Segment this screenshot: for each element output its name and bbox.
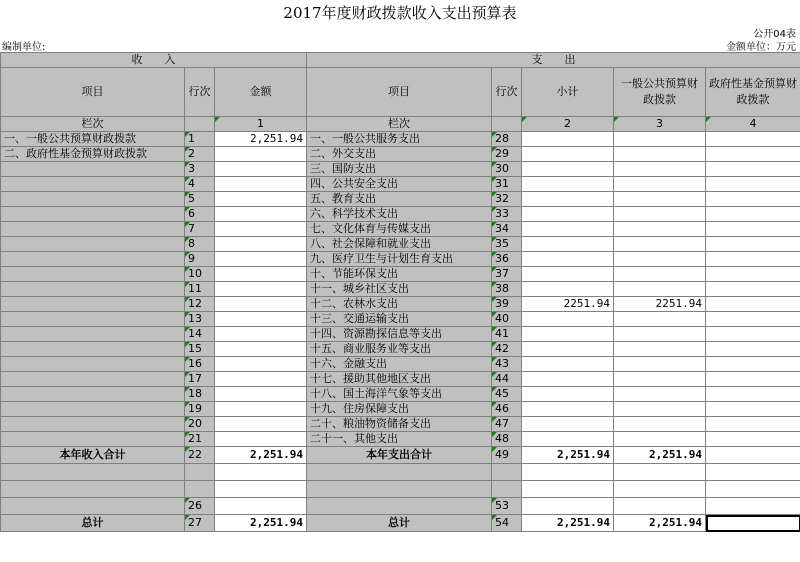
header-item[interactable]: 项目 <box>1 68 185 117</box>
table-row <box>1 387 800 402</box>
table-row <box>1 192 800 207</box>
income-item-cell[interactable] <box>1 417 185 432</box>
income-item-cell[interactable] <box>1 432 185 447</box>
subtotal-cell[interactable] <box>522 417 614 432</box>
income-row-no-cell[interactable]: 20 <box>185 417 215 432</box>
income-item-cell[interactable]: 二、政府性基金预算财政拨款 <box>1 147 185 162</box>
table-row <box>1 432 800 447</box>
income-amount-cell[interactable] <box>215 342 307 357</box>
subtotal-cell[interactable] <box>522 327 614 342</box>
expense-item-cell[interactable]: 十九、住房保障支出 <box>307 402 492 417</box>
general-budget-cell[interactable] <box>614 177 706 192</box>
expense-row-no-cell[interactable]: 40 <box>492 312 522 327</box>
expense-item-cell[interactable]: 十五、商业服务业等支出 <box>307 342 492 357</box>
general-budget-cell[interactable] <box>614 207 706 222</box>
expense-item-cell[interactable]: 十、节能环保支出 <box>307 267 492 282</box>
income-item-cell[interactable] <box>1 387 185 402</box>
header-subtotal[interactable]: 小计 <box>522 68 614 117</box>
income-item-cell[interactable] <box>1 312 185 327</box>
gov-fund-cell[interactable] <box>706 387 800 402</box>
blank-general[interactable] <box>614 481 706 498</box>
expense-row-no-cell[interactable]: 47 <box>492 417 522 432</box>
header-amount[interactable]: 金额 <box>215 68 307 117</box>
blank-row <box>1 481 800 498</box>
income-row-no-cell[interactable]: 17 <box>185 372 215 387</box>
general-budget-cell[interactable] <box>614 402 706 417</box>
table-row <box>1 402 800 417</box>
income-item-cell[interactable] <box>1 297 185 312</box>
table-row <box>1 282 800 297</box>
income-row-no-cell[interactable]: 8 <box>185 237 215 252</box>
income-total-row-no[interactable]: 22 <box>185 447 215 464</box>
income-amount-cell[interactable] <box>215 417 307 432</box>
income-item-cell[interactable] <box>1 282 185 297</box>
income-row-no-cell[interactable]: 1 <box>185 132 215 147</box>
section-income[interactable]: 收 入 <box>1 53 307 68</box>
subtotal-cell[interactable] <box>522 402 614 417</box>
blank-fund[interactable] <box>706 464 800 481</box>
general-budget-cell[interactable] <box>614 312 706 327</box>
header-item-expense[interactable]: 项目 <box>307 68 492 117</box>
expense-row-no-cell[interactable]: 43 <box>492 357 522 372</box>
income-item-cell[interactable] <box>1 162 185 177</box>
blank-expense-row-no[interactable]: 53 <box>492 498 522 515</box>
income-item-cell[interactable] <box>1 237 185 252</box>
table-row <box>1 207 800 222</box>
blank-expense-row-no[interactable] <box>492 481 522 498</box>
income-row-no-cell[interactable]: 13 <box>185 312 215 327</box>
income-amount-cell[interactable] <box>215 432 307 447</box>
gov-fund-cell[interactable] <box>706 312 800 327</box>
expense-row-no-cell[interactable]: 31 <box>492 177 522 192</box>
expense-item-cell[interactable]: 四、公共安全支出 <box>307 177 492 192</box>
section-expense[interactable]: 支 出 <box>307 53 800 68</box>
gov-fund-cell[interactable] <box>706 132 800 147</box>
general-budget-cell[interactable] <box>614 387 706 402</box>
general-budget-cell[interactable] <box>614 342 706 357</box>
income-row-no-cell[interactable]: 18 <box>185 387 215 402</box>
table-row <box>1 222 800 237</box>
gov-fund-cell[interactable] <box>706 147 800 162</box>
table-row <box>1 312 800 327</box>
income-amount-cell[interactable] <box>215 297 307 312</box>
column-3[interactable]: 3 <box>614 117 706 132</box>
expense-total-row-no[interactable]: 49 <box>492 447 522 464</box>
budget-table <box>0 52 800 532</box>
income-amount-cell[interactable] <box>215 267 307 282</box>
table-row <box>1 147 800 162</box>
income-amount-cell[interactable] <box>215 357 307 372</box>
expense-item-cell[interactable]: 六、科学技术支出 <box>307 207 492 222</box>
income-item-cell[interactable] <box>1 357 185 372</box>
grand-total-subtotal[interactable]: 2,251.94 <box>522 515 614 532</box>
expense-item-cell[interactable]: 五、教育支出 <box>307 192 492 207</box>
income-amount-cell[interactable] <box>215 252 307 267</box>
income-item-cell[interactable] <box>1 267 185 282</box>
income-item-cell[interactable] <box>1 342 185 357</box>
column-1[interactable]: 1 <box>215 117 307 132</box>
grand-total-fund-selected-cell[interactable] <box>706 515 800 532</box>
income-amount-cell[interactable] <box>215 207 307 222</box>
amount-unit: 金额单位：万元 <box>726 42 796 53</box>
expense-item-cell[interactable]: 九、医疗卫生与计划生育支出 <box>307 252 492 267</box>
header-row-no-expense[interactable]: 行次 <box>492 68 522 117</box>
gov-fund-cell[interactable] <box>706 162 800 177</box>
income-amount-cell[interactable] <box>215 147 307 162</box>
gov-fund-cell[interactable] <box>706 192 800 207</box>
income-amount-cell[interactable] <box>215 327 307 342</box>
income-row-no-cell[interactable]: 4 <box>185 177 215 192</box>
blank-expense-row-no[interactable] <box>492 464 522 481</box>
expense-row-no-cell[interactable]: 34 <box>492 222 522 237</box>
income-row-no-cell[interactable]: 3 <box>185 162 215 177</box>
blank-row <box>1 464 800 481</box>
income-item-cell[interactable] <box>1 402 185 417</box>
general-budget-cell[interactable]: 2251.94 <box>614 297 706 312</box>
expense-item-cell[interactable]: 二十一、其他支出 <box>307 432 492 447</box>
income-amount-cell[interactable] <box>215 372 307 387</box>
column-label[interactable]: 栏次 <box>1 117 185 132</box>
income-amount-cell[interactable]: 2,251.94 <box>215 132 307 147</box>
subtotal-cell[interactable] <box>522 282 614 297</box>
expense-total-subtotal[interactable]: 2,251.94 <box>522 447 614 464</box>
expense-item-cell[interactable]: 二、外交支出 <box>307 147 492 162</box>
grand-total-income-label[interactable]: 总计 <box>1 515 185 532</box>
unit-label: 编制单位: <box>2 42 46 53</box>
income-amount-cell[interactable] <box>215 312 307 327</box>
expense-row-no-cell[interactable]: 41 <box>492 327 522 342</box>
blank-fund[interactable] <box>706 481 800 498</box>
gov-fund-cell[interactable] <box>706 237 800 252</box>
gov-fund-cell[interactable] <box>706 222 800 237</box>
grand-total-general[interactable]: 2,251.94 <box>614 515 706 532</box>
subtotal-cell[interactable] <box>522 147 614 162</box>
income-row-no-cell[interactable]: 12 <box>185 297 215 312</box>
expense-item-cell[interactable]: 十六、金融支出 <box>307 357 492 372</box>
table-row <box>1 372 800 387</box>
expense-row-no-cell[interactable]: 37 <box>492 267 522 282</box>
blank-income-row-no[interactable] <box>185 464 215 481</box>
expense-total-general[interactable]: 2,251.94 <box>614 447 706 464</box>
header-row-no[interactable]: 行次 <box>185 68 215 117</box>
income-amount-cell[interactable] <box>215 177 307 192</box>
income-item-cell[interactable] <box>1 252 185 267</box>
report-title: 2017年度财政拨款收入支出预算表 <box>283 4 517 22</box>
table-row <box>1 417 800 432</box>
income-item-cell[interactable] <box>1 192 185 207</box>
expense-row-no-cell[interactable]: 28 <box>492 132 522 147</box>
column-row-no-expense-cell[interactable] <box>492 117 522 132</box>
general-budget-cell[interactable] <box>614 282 706 297</box>
income-item-cell[interactable] <box>1 327 185 342</box>
blank-expense-item[interactable] <box>307 498 492 515</box>
gov-fund-cell[interactable] <box>706 207 800 222</box>
grand-total-row <box>1 515 800 532</box>
blank-expense-item[interactable] <box>307 464 492 481</box>
blank-row <box>1 498 800 515</box>
income-item-cell[interactable] <box>1 222 185 237</box>
general-budget-cell[interactable] <box>614 267 706 282</box>
header-general-budget[interactable]: 一般公共预算财政拨款 <box>614 68 706 117</box>
blank-income-row-no[interactable]: 26 <box>185 498 215 515</box>
header-gov-fund[interactable]: 政府性基金预算财政拨款 <box>706 68 800 117</box>
income-row-no-cell[interactable]: 10 <box>185 267 215 282</box>
subtotal-cell[interactable] <box>522 132 614 147</box>
income-row-no-cell[interactable]: 21 <box>185 432 215 447</box>
expense-row-no-cell[interactable]: 46 <box>492 402 522 417</box>
general-budget-cell[interactable] <box>614 192 706 207</box>
gov-fund-cell[interactable] <box>706 417 800 432</box>
income-amount-cell[interactable] <box>215 387 307 402</box>
subtotal-cell[interactable] <box>522 372 614 387</box>
column-4[interactable]: 4 <box>706 117 800 132</box>
table-row <box>1 252 800 267</box>
blank-income-amount[interactable] <box>215 498 307 515</box>
general-budget-cell[interactable] <box>614 147 706 162</box>
blank-subtotal[interactable] <box>522 498 614 515</box>
gov-fund-cell[interactable] <box>706 432 800 447</box>
column-label-expense[interactable]: 栏次 <box>307 117 492 132</box>
expense-row-no-cell[interactable]: 29 <box>492 147 522 162</box>
expense-item-cell[interactable]: 十八、国土海洋气象等支出 <box>307 387 492 402</box>
expense-item-cell[interactable]: 三、国防支出 <box>307 162 492 177</box>
subtotal-cell[interactable] <box>522 222 614 237</box>
table-row <box>1 327 800 342</box>
general-budget-cell[interactable] <box>614 237 706 252</box>
expense-row-no-cell[interactable]: 36 <box>492 252 522 267</box>
gov-fund-cell[interactable] <box>706 267 800 282</box>
subtotal-cell[interactable] <box>522 432 614 447</box>
expense-row-no-cell[interactable]: 42 <box>492 342 522 357</box>
expense-row-no-cell[interactable]: 32 <box>492 192 522 207</box>
blank-income-row-no[interactable] <box>185 481 215 498</box>
gov-fund-cell[interactable] <box>706 342 800 357</box>
gov-fund-cell[interactable] <box>706 357 800 372</box>
form-code: 公开04表 <box>753 29 796 40</box>
expense-item-cell[interactable]: 十二、农林水支出 <box>307 297 492 312</box>
gov-fund-cell[interactable] <box>706 177 800 192</box>
general-budget-cell[interactable] <box>614 252 706 267</box>
blank-income-item[interactable] <box>1 481 185 498</box>
general-budget-cell[interactable] <box>614 432 706 447</box>
expense-item-cell[interactable]: 十七、援助其他地区支出 <box>307 372 492 387</box>
income-item-cell[interactable] <box>1 207 185 222</box>
expense-item-cell[interactable]: 一、一般公共服务支出 <box>307 132 492 147</box>
column-row-no-cell[interactable] <box>185 117 215 132</box>
expense-row-no-cell[interactable]: 30 <box>492 162 522 177</box>
table-row <box>1 267 800 282</box>
expense-item-cell[interactable]: 八、社会保障和就业支出 <box>307 237 492 252</box>
subtotal-cell[interactable] <box>522 387 614 402</box>
gov-fund-cell[interactable] <box>706 252 800 267</box>
table-row <box>1 132 800 147</box>
income-row-no-cell[interactable]: 7 <box>185 222 215 237</box>
general-budget-cell[interactable] <box>614 357 706 372</box>
general-budget-cell[interactable] <box>614 162 706 177</box>
subtotal-cell[interactable] <box>522 192 614 207</box>
subtotal-cell[interactable] <box>522 312 614 327</box>
income-row-no-cell[interactable]: 5 <box>185 192 215 207</box>
income-amount-cell[interactable] <box>215 402 307 417</box>
income-row-no-cell[interactable]: 19 <box>185 402 215 417</box>
general-budget-cell[interactable] <box>614 222 706 237</box>
grand-total-income-amount[interactable]: 2,251.94 <box>215 515 307 532</box>
column-2[interactable]: 2 <box>522 117 614 132</box>
income-total-amount[interactable]: 2,251.94 <box>215 447 307 464</box>
income-amount-cell[interactable] <box>215 237 307 252</box>
blank-general[interactable] <box>614 464 706 481</box>
income-amount-cell[interactable] <box>215 162 307 177</box>
blank-general[interactable] <box>614 498 706 515</box>
subtotal-cell[interactable] <box>522 207 614 222</box>
general-budget-cell[interactable] <box>614 372 706 387</box>
subtotal-cell[interactable] <box>522 177 614 192</box>
expense-total-fund[interactable] <box>706 447 800 464</box>
income-row-no-cell[interactable]: 16 <box>185 357 215 372</box>
year-total-row <box>1 447 800 464</box>
subtotal-cell[interactable] <box>522 162 614 177</box>
income-row-no-cell[interactable]: 14 <box>185 327 215 342</box>
grand-total-income-row-no[interactable]: 27 <box>185 515 215 532</box>
expense-item-cell[interactable]: 十三、交通运输支出 <box>307 312 492 327</box>
subtotal-cell[interactable] <box>522 357 614 372</box>
blank-income-amount[interactable] <box>215 481 307 498</box>
blank-fund[interactable] <box>706 498 800 515</box>
table-row <box>1 297 800 312</box>
income-item-cell[interactable]: 一、一般公共预算财政拨款 <box>1 132 185 147</box>
gov-fund-cell[interactable] <box>706 297 800 312</box>
table-row <box>1 162 800 177</box>
subtotal-cell[interactable] <box>522 342 614 357</box>
expense-item-cell[interactable]: 十四、资源勘探信息等支出 <box>307 327 492 342</box>
table-row <box>1 342 800 357</box>
general-budget-cell[interactable] <box>614 417 706 432</box>
gov-fund-cell[interactable] <box>706 282 800 297</box>
expense-row-no-cell[interactable]: 33 <box>492 207 522 222</box>
expense-row-no-cell[interactable]: 38 <box>492 282 522 297</box>
expense-item-cell[interactable]: 十一、城乡社区支出 <box>307 282 492 297</box>
expense-total-label[interactable]: 本年支出合计 <box>307 447 492 464</box>
general-budget-cell[interactable] <box>614 327 706 342</box>
blank-subtotal[interactable] <box>522 481 614 498</box>
grand-total-expense-row-no[interactable]: 54 <box>492 515 522 532</box>
gov-fund-cell[interactable] <box>706 372 800 387</box>
expense-item-cell[interactable]: 二十、粮油物资储备支出 <box>307 417 492 432</box>
income-row-no-cell[interactable]: 9 <box>185 252 215 267</box>
expense-row-no-cell[interactable]: 35 <box>492 237 522 252</box>
income-amount-cell[interactable] <box>215 222 307 237</box>
income-row-no-cell[interactable]: 15 <box>185 342 215 357</box>
blank-income-item[interactable] <box>1 498 185 515</box>
subtotal-cell[interactable] <box>522 267 614 282</box>
blank-expense-item[interactable] <box>307 481 492 498</box>
table-row <box>1 357 800 372</box>
gov-fund-cell[interactable] <box>706 327 800 342</box>
expense-row-no-cell[interactable]: 39 <box>492 297 522 312</box>
income-amount-cell[interactable] <box>215 192 307 207</box>
income-row-no-cell[interactable]: 2 <box>185 147 215 162</box>
blank-subtotal[interactable] <box>522 464 614 481</box>
table-row <box>1 237 800 252</box>
expense-item-cell[interactable]: 七、文化体育与传媒支出 <box>307 222 492 237</box>
expense-row-no-cell[interactable]: 48 <box>492 432 522 447</box>
expense-row-no-cell[interactable]: 44 <box>492 372 522 387</box>
blank-income-item[interactable] <box>1 464 185 481</box>
grand-total-expense-label[interactable]: 总计 <box>307 515 492 532</box>
income-row-no-cell[interactable]: 6 <box>185 207 215 222</box>
subtotal-cell[interactable]: 2251.94 <box>522 297 614 312</box>
income-row-no-cell[interactable]: 11 <box>185 282 215 297</box>
income-item-cell[interactable] <box>1 177 185 192</box>
general-budget-cell[interactable] <box>614 132 706 147</box>
income-amount-cell[interactable] <box>215 282 307 297</box>
subtotal-cell[interactable] <box>522 252 614 267</box>
income-total-label[interactable]: 本年收入合计 <box>1 447 185 464</box>
gov-fund-cell[interactable] <box>706 402 800 417</box>
income-item-cell[interactable] <box>1 372 185 387</box>
subtotal-cell[interactable] <box>522 237 614 252</box>
blank-income-amount[interactable] <box>215 464 307 481</box>
table-row <box>1 177 800 192</box>
expense-row-no-cell[interactable]: 45 <box>492 387 522 402</box>
